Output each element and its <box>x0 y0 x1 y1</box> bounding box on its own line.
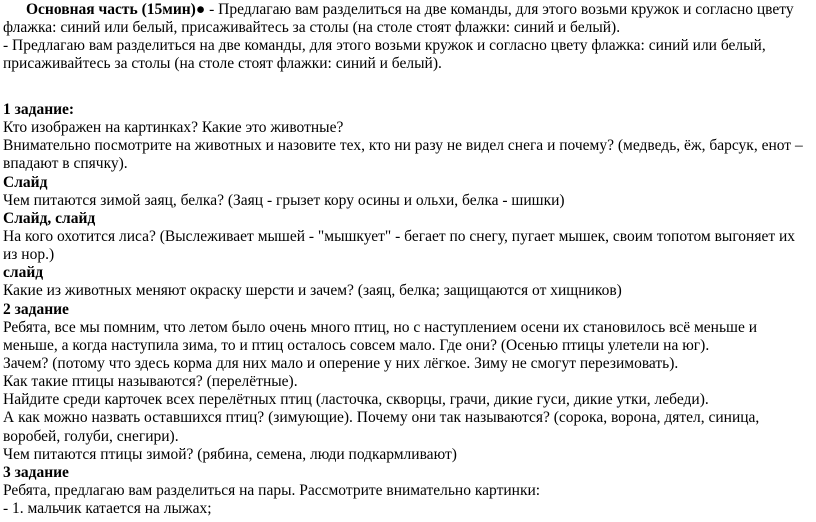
intro-heading: Основная часть (15мин) <box>26 1 196 18</box>
task2-paragraph-1-line-2: меньше, а когда наступила зима, то и птиц осталось совсем мало. Где они? (Осенью птицы улетели на юг). <box>3 336 710 354</box>
task2-paragraph-2: Зачем? (потому что здесь корма для них мало и оперение у них лёгкое. Зиму не смогут перезимовать). <box>3 354 679 372</box>
task2-paragraph-5-line-2: воробей, голуби, снегири). <box>3 427 179 445</box>
intro-line-3: - Предлагаю вам разделиться на две команды, для этого возьми кружок и согласно цвету флажка: синий или белый, <box>3 37 766 55</box>
task2-paragraph-5-line-1: А как можно назвать оставшихся птиц? (зимующие). Почему они так называются? (сорока, ворона, дятел, синица, <box>3 409 760 427</box>
bullet-icon: ● <box>195 1 206 18</box>
task2-heading: 2 задание <box>3 300 69 318</box>
task1-question-2-line-1: Внимательно посмотрите на животных и назовите тех, кто ни разу не видел снега и почему? (медведь, ёж, барсук, енот – <box>3 137 803 155</box>
task3-item-1: - 1. мальчик катается на лыжах; <box>3 500 212 518</box>
task2-paragraph-3: Как такие птицы называются? (перелётные). <box>3 373 298 391</box>
task2-paragraph-6: Чем питаются птицы зимой? (рябина, семена, люди подкармливают) <box>3 445 457 463</box>
intro-line-1 <box>26 0 794 19</box>
slide-label-3: слайд <box>3 264 44 282</box>
task3-paragraph-1 <box>3 481 540 500</box>
task1-question-3: Чем питаются зимой заяц, белка? (Заяц - грызет кору осины и ольхи, белка - шишки) <box>3 191 565 209</box>
task3-heading: 3 задание <box>3 463 69 481</box>
slide-label-1: Слайд <box>3 173 48 191</box>
intro-line-2: флажка: синий или белый, присаживайтесь за столы (на столе стоят флажки: синий и белый). <box>3 19 621 37</box>
task3-paragraph-1-text: Ребята, предлагаю вам разделиться на пары. Рассмотрите внимательно картинки: <box>3 481 541 499</box>
task2-paragraph-1-line-1: Ребята, все мы помним, что летом было очень много птиц, но с наступлением осени их становилось всё меньше и <box>3 318 758 336</box>
slide-label-2: Слайд, слайд <box>3 209 96 227</box>
task1-question-2-line-2: впадают в спячку). <box>3 155 128 173</box>
task2-paragraph-4: Найдите среди карточек всех перелётных птиц (ласточка, скворцы, грачи, дикие гуси, дикие утки, лебеди). <box>3 391 709 409</box>
task1-question-4-line-2: из нор.) <box>3 246 55 264</box>
intro-line-1-text: - Предлагаю вам разделиться на две команды, для этого возьми кружок и согласно цвету <box>205 1 794 18</box>
task1-question-1: Кто изображен на картинках? Какие это животные? <box>3 119 344 137</box>
task1-question-5: Какие из животных меняют окраску шерсти и зачем? (заяц, белка; защищаются от хищников) <box>3 282 622 300</box>
intro-line-4: присаживайтесь за столы (на столе стоят флажки: синий и белый). <box>3 55 442 73</box>
task1-heading: 1 задание: <box>3 101 75 119</box>
task1-question-4-line-1: На кого охотится лиса? (Выслеживает мышей - "мышкует" - бегает по снегу, пугает мышек, своим топотом выгоняет их <box>3 228 796 246</box>
